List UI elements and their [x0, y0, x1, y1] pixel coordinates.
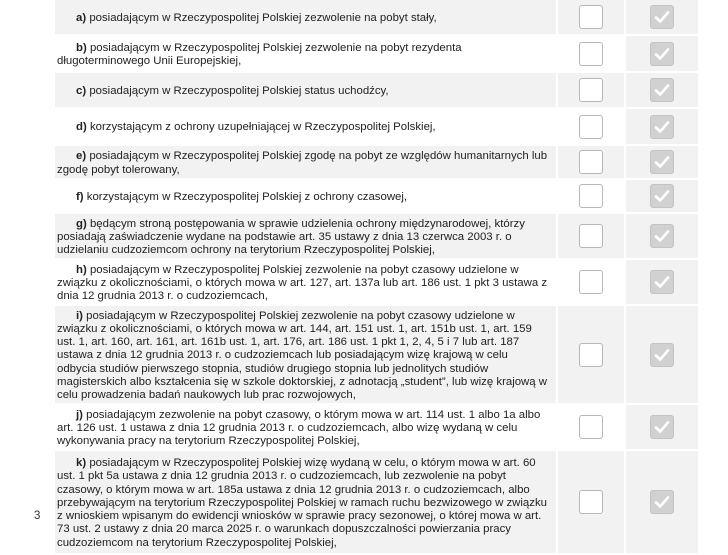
row-label: posiadającym zezwolenie na pobyt czasowy, o którym mowa w art. 114 ust. 1 albo 1a albo art. 126 ust. 1 ustawa z dnia 12 grudnia 2013 r. o cudzoziemcach, albo wizę wydaną w celu wykonywania pracy na terytorium Rzeczypospolitej Polskiej,	[57, 408, 541, 448]
checked-box[interactable]	[650, 150, 674, 174]
table-row	[55, 36, 698, 73]
checkbox[interactable]	[579, 184, 603, 208]
row-label: korzystającym z ochrony uzupełniającej w Rzeczypospolitej Polskiej,	[89, 121, 436, 134]
row-text	[55, 451, 556, 553]
row-letter: j)	[76, 408, 83, 421]
row-text	[55, 146, 556, 178]
row-letter: i)	[76, 309, 83, 322]
row-label: posiadającym w Rzeczypospolitej Polskiej zgodę na pobyt ze względów humanitarnych lub zgodę pobyt tolerowany,	[57, 150, 548, 176]
checkmark-icon	[653, 418, 671, 436]
checkbox[interactable]	[579, 150, 603, 174]
row-letter: c)	[76, 84, 87, 97]
row-label: posiadającym w Rzeczypospolitej Polskiej zezwolenie na pobyt stały,	[89, 11, 437, 24]
row-letter: f)	[76, 190, 84, 203]
row-label: posiadającym w Rzeczypospolitej Polskiej zezwolenie na pobyt czasowy udzielone w związku z okolicznościami, o których mowa w art. 144, art. 151 ust. 1, art. 151b ust. 1, art. 159 ust. 1, art. 160, art. 161, art. 161b ust. 1, art. 176, art. 186 ust. 1 pkt 1, 2, 4, 5 i 7 lub art. 187 ustawa z dnia 12 grudnia 2013 r. o cudzoziemcach lub posiadającym wizę krajową w celu odbycia studiów pierwszego stopnia, studiów drugiego stopnia lub jednolitych studiów magisterskich albo kształcenia się w szkole doktorskiej, z adnotacją „student”, lub wizę krajową w celu prowadzenia badań naukowych lub prac rozwojowych,	[57, 309, 548, 401]
checkbox[interactable]	[579, 42, 603, 66]
checkbox[interactable]	[579, 5, 603, 29]
row-text	[55, 0, 556, 34]
checkbox[interactable]	[579, 78, 603, 102]
checkbox[interactable]	[579, 115, 603, 139]
checkbox[interactable]	[579, 343, 603, 367]
row-text	[55, 306, 556, 403]
checkmark-icon	[653, 493, 671, 511]
checkbox[interactable]	[579, 415, 603, 439]
checkbox[interactable]	[579, 490, 603, 514]
checked-box[interactable]	[650, 224, 674, 248]
row-label: korzystającym w Rzeczypospolitej Polskiej z ochrony czasowej,	[86, 190, 408, 203]
row-letter: k)	[76, 457, 87, 470]
checkmark-icon	[653, 153, 671, 171]
row-label: będącym stroną postępowania w sprawie udzielenia ochrony międzynarodowej, którzy posiadają zaświadczenie wydane na podstawie art. 35 ustawy z dnia 13 czerwca 2003 r. o udzielaniu cudzoziemcom ochrony na terytorium Rzeczypospolitej Polskiej,	[57, 217, 525, 257]
row-text	[55, 180, 556, 212]
row-label: posiadającym w Rzeczypospolitej Polskiej status uchodźcy,	[89, 84, 389, 97]
row-letter: d)	[76, 121, 87, 134]
checkmark-icon	[653, 187, 671, 205]
row-text	[55, 36, 556, 71]
table-row	[55, 405, 698, 451]
checked-box[interactable]	[650, 78, 674, 102]
table-row	[55, 146, 698, 180]
row-text	[55, 405, 556, 449]
page-number: 3	[34, 510, 41, 522]
eligibility-table	[55, 0, 698, 555]
row-letter: h)	[76, 263, 87, 276]
checkmark-icon	[653, 118, 671, 136]
checked-box[interactable]	[650, 115, 674, 139]
table-row	[55, 73, 698, 109]
checked-box[interactable]	[650, 415, 674, 439]
checked-box[interactable]	[650, 490, 674, 514]
row-label: posiadającym w Rzeczypospolitej Polskiej zezwolenie na pobyt czasowy udzielone w związku z okolicznościami, o których mowa w art. 127, art. 137a lub art. 186 ust. 1 pkt 3 ustawa z dnia 12 grudnia 2013 r. o cudzoziemcach,	[57, 263, 548, 303]
table-row	[55, 0, 698, 36]
row-text	[55, 109, 556, 144]
table-row	[55, 260, 698, 306]
row-text	[55, 73, 556, 107]
checkbox[interactable]	[579, 224, 603, 248]
table-row	[55, 306, 698, 405]
checkbox[interactable]	[579, 270, 603, 294]
row-text	[55, 260, 556, 304]
row-letter: a)	[76, 11, 87, 24]
table-row	[55, 180, 698, 214]
checked-box[interactable]	[650, 184, 674, 208]
row-text	[55, 214, 556, 258]
checked-box[interactable]	[650, 5, 674, 29]
row-letter: g)	[76, 217, 87, 230]
table-row	[55, 451, 698, 555]
checkmark-icon	[653, 227, 671, 245]
table-row	[55, 109, 698, 146]
row-letter: b)	[76, 41, 87, 54]
checkmark-icon	[653, 273, 671, 291]
checkmark-icon	[653, 45, 671, 63]
row-label: posiadającym w Rzeczypospolitej Polskiej zezwolenie na pobyt rezydenta długoterminowego Unii Europejskiej,	[57, 41, 462, 67]
checkmark-icon	[653, 81, 671, 99]
row-label: posiadającym w Rzeczypospolitej Polskiej wizę wydaną w celu, o którym mowa w art. 60 ust. 1 pkt 5a ustawa z dnia 12 grudnia 2013 r. o cudzoziemcach, lub zezwolenie na pobyt czasowy, o którym mowa w art. 185a ustawa z dnia 12 grudnia 2013 r. o cudzoziemcach, albo przebywającym na terytorium Rzeczypospolitej Polskiej w ramach ruchu bezwizowego w związku z wnioskiem wpisanym do ewidencji wniosków w sprawie pracy sezonowej, o której mowa w art. 73 ust. 2 ustawy z dnia 20 marca 2025 r. o warunkach dopuszczalności powierzania pracy cudzoziemcom na terytorium Rzeczypospolitej Polskiej,	[57, 457, 547, 549]
row-letter: e)	[76, 150, 87, 163]
checked-box[interactable]	[650, 42, 674, 66]
checkmark-icon	[653, 346, 671, 364]
checked-box[interactable]	[650, 343, 674, 367]
table-row	[55, 214, 698, 260]
checked-box[interactable]	[650, 270, 674, 294]
checkmark-icon	[653, 8, 671, 26]
